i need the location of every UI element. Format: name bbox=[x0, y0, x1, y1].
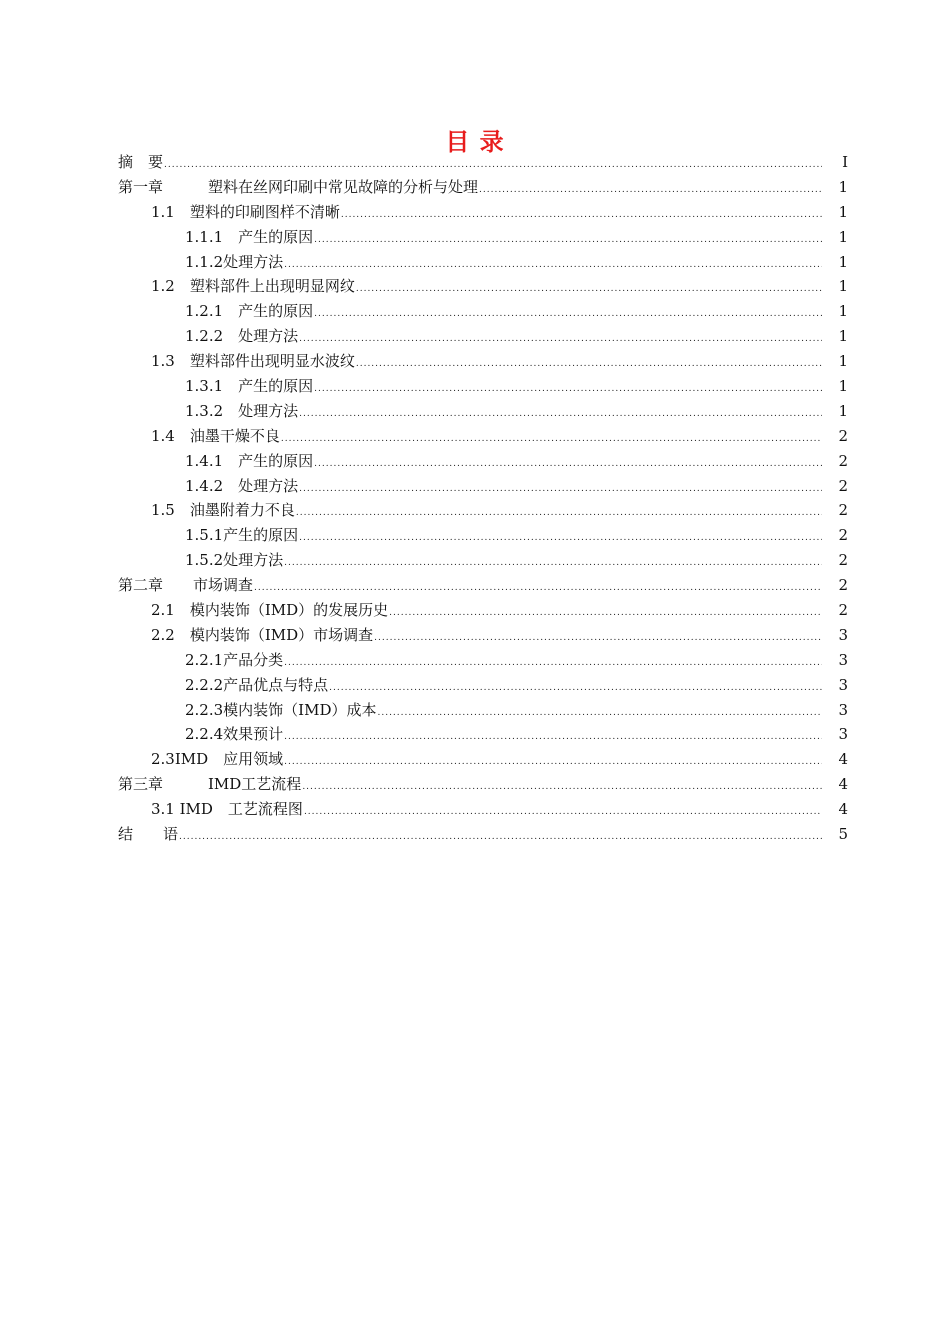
toc-entry-page: 3 bbox=[838, 725, 848, 744]
toc-entry-page: 4 bbox=[838, 800, 848, 819]
toc-entry-label: 1.4.1 产生的原因 bbox=[185, 451, 314, 470]
toc-entry-page: 2 bbox=[838, 501, 848, 520]
toc-entry[interactable] bbox=[118, 523, 848, 548]
toc-entry[interactable] bbox=[118, 648, 848, 673]
toc-entry-page: 1 bbox=[838, 401, 848, 420]
toc-dot-leader bbox=[296, 501, 822, 526]
table-of-contents bbox=[118, 150, 848, 847]
toc-entry-label: 1.5 油墨附着力不良 bbox=[151, 501, 295, 520]
toc-entry-label: 3.1 IMD 工艺流程图 bbox=[151, 800, 303, 819]
toc-dot-leader bbox=[299, 402, 822, 427]
toc-entry-page: 1 bbox=[838, 227, 848, 246]
toc-entry-label: 摘 要 bbox=[118, 153, 164, 171]
toc-entry[interactable] bbox=[118, 548, 848, 573]
toc-dot-leader bbox=[341, 203, 822, 228]
toc-entry-page: 1 bbox=[838, 252, 848, 271]
toc-entry-page: 4 bbox=[838, 750, 848, 769]
toc-entry-page: 2 bbox=[838, 551, 848, 570]
toc-entry-label: 2.2.3模内装饰（IMD）成本 bbox=[185, 700, 377, 719]
toc-dot-leader bbox=[329, 676, 822, 701]
toc-entry-label: 1.5.1产生的原因 bbox=[185, 526, 299, 545]
toc-entry-label: 2.1 模内装饰（IMD）的发展历史 bbox=[151, 601, 389, 620]
toc-dot-leader bbox=[389, 601, 822, 626]
toc-entry-page: 3 bbox=[838, 675, 848, 694]
toc-dot-leader bbox=[356, 277, 822, 302]
toc-entry-page: 1 bbox=[838, 327, 848, 346]
toc-entry-page: 2 bbox=[838, 601, 848, 620]
toc-entry-page: 3 bbox=[838, 700, 848, 719]
toc-entry-label: 1.4.2 处理方法 bbox=[185, 476, 299, 495]
toc-entry-label: 1.1 塑料的印刷图样不清晰 bbox=[151, 202, 340, 221]
toc-entry[interactable] bbox=[118, 200, 848, 225]
toc-entry-label: 结 语 bbox=[118, 825, 179, 844]
toc-entry[interactable] bbox=[118, 474, 848, 499]
toc-entry-label: 1.2.1 产生的原因 bbox=[185, 302, 314, 321]
toc-dot-leader bbox=[284, 551, 822, 576]
toc-entry[interactable] bbox=[118, 573, 848, 598]
toc-entry[interactable] bbox=[118, 623, 848, 648]
toc-dot-leader bbox=[356, 352, 822, 377]
toc-entry-page: 5 bbox=[838, 825, 848, 844]
toc-title: 目 录 bbox=[445, 128, 505, 156]
toc-dot-leader bbox=[284, 750, 822, 775]
toc-dot-leader bbox=[314, 377, 822, 402]
toc-entry-label: 第一章 塑料在丝网印刷中常见故障的分析与处理 bbox=[118, 177, 479, 196]
toc-dot-leader bbox=[281, 427, 822, 452]
toc-entry-label: 1.1.2处理方法 bbox=[185, 252, 284, 271]
toc-entry-page: 2 bbox=[838, 526, 848, 545]
toc-entry-page: 3 bbox=[838, 625, 848, 644]
toc-entry-page: 4 bbox=[838, 775, 848, 794]
toc-entry-page: 1 bbox=[838, 302, 848, 321]
toc-dot-leader bbox=[377, 701, 822, 726]
toc-entry[interactable] bbox=[118, 698, 848, 723]
toc-entry-label: 1.4 油墨干燥不良 bbox=[151, 426, 280, 445]
toc-entry-page: 1 bbox=[838, 352, 848, 371]
toc-dot-leader bbox=[284, 725, 822, 750]
toc-entry-page: I bbox=[842, 153, 848, 171]
toc-entry-page: 1 bbox=[838, 377, 848, 396]
toc-entry-label: 1.3 塑料部件出现明显水波纹 bbox=[151, 352, 355, 371]
toc-dot-leader bbox=[374, 626, 822, 651]
toc-entry-page: 2 bbox=[838, 426, 848, 445]
toc-entry-page: 1 bbox=[838, 177, 848, 196]
toc-entry-label: 第二章 市场调查 bbox=[118, 576, 254, 595]
toc-entry-label: 1.3.2 处理方法 bbox=[185, 401, 299, 420]
toc-entry[interactable] bbox=[118, 150, 848, 175]
toc-dot-leader bbox=[314, 452, 822, 477]
toc-entry-page: 2 bbox=[838, 576, 848, 595]
toc-entry-label: 1.3.1 产生的原因 bbox=[185, 377, 314, 396]
toc-entry[interactable] bbox=[118, 598, 848, 623]
toc-entry[interactable] bbox=[118, 225, 848, 250]
toc-entry-label: 1.5.2处理方法 bbox=[185, 551, 284, 570]
toc-entry-page: 2 bbox=[838, 451, 848, 470]
toc-entry-page: 2 bbox=[838, 476, 848, 495]
toc-entry[interactable] bbox=[118, 399, 848, 424]
toc-dot-leader bbox=[284, 253, 822, 278]
toc-entry[interactable] bbox=[118, 449, 848, 474]
toc-entry[interactable] bbox=[118, 299, 848, 324]
toc-entry[interactable] bbox=[118, 324, 848, 349]
toc-entry-label: 2.2.2产品优点与特点 bbox=[185, 675, 329, 694]
toc-dot-leader bbox=[314, 302, 822, 327]
toc-entry[interactable] bbox=[118, 374, 848, 399]
toc-dot-leader bbox=[314, 228, 822, 253]
toc-entry[interactable] bbox=[118, 772, 848, 797]
toc-entry[interactable] bbox=[118, 797, 848, 822]
toc-entry-label: 1.1.1 产生的原因 bbox=[185, 227, 314, 246]
toc-dot-leader bbox=[179, 825, 822, 850]
toc-entry[interactable] bbox=[118, 424, 848, 449]
toc-entry[interactable] bbox=[118, 722, 848, 747]
toc-dot-leader bbox=[299, 477, 822, 502]
toc-entry-label: 第三章 IMD工艺流程 bbox=[118, 775, 302, 794]
toc-dot-leader bbox=[479, 178, 822, 203]
toc-entry[interactable] bbox=[118, 250, 848, 275]
toc-dot-leader bbox=[299, 327, 822, 352]
toc-dot-leader bbox=[304, 800, 822, 825]
toc-entry-page: 3 bbox=[838, 650, 848, 669]
toc-entry[interactable] bbox=[118, 274, 848, 299]
toc-entry-label: 1.2.2 处理方法 bbox=[185, 327, 299, 346]
toc-dot-leader bbox=[284, 651, 822, 676]
toc-entry-label: 2.2 模内装饰（IMD）市场调查 bbox=[151, 625, 374, 644]
toc-entry[interactable] bbox=[118, 175, 848, 200]
toc-entry[interactable] bbox=[118, 349, 848, 374]
toc-entry-label: 1.2 塑料部件上出现明显网纹 bbox=[151, 277, 355, 296]
toc-entry-label: 2.2.4效果预计 bbox=[185, 725, 284, 744]
toc-entry[interactable] bbox=[118, 498, 848, 523]
toc-entry-page: 1 bbox=[838, 277, 848, 296]
toc-entry[interactable] bbox=[118, 822, 848, 847]
toc-entry-label: 2.2.1产品分类 bbox=[185, 650, 284, 669]
toc-entry-label: 2.3IMD 应用领域 bbox=[151, 750, 284, 769]
toc-entry[interactable] bbox=[118, 673, 848, 698]
toc-dot-leader bbox=[302, 775, 822, 800]
toc-entry-page: 1 bbox=[838, 202, 848, 221]
toc-dot-leader bbox=[299, 526, 822, 551]
toc-entry[interactable] bbox=[118, 747, 848, 772]
